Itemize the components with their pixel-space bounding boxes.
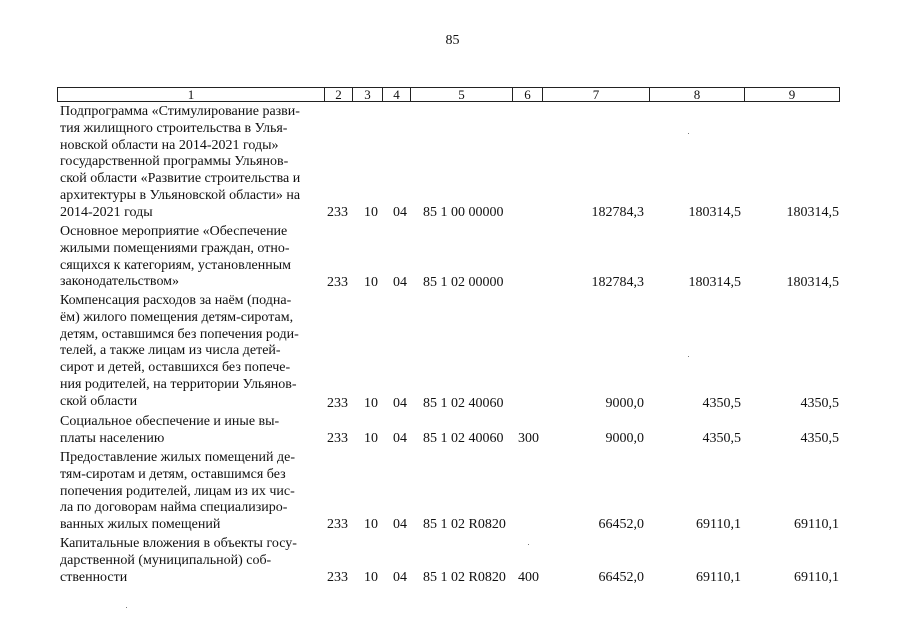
cell-col-3: 10 bbox=[364, 275, 378, 290]
header-col-3: 3 bbox=[353, 88, 383, 102]
cell-col-9: 4350,5 bbox=[800, 396, 839, 411]
cell-col-3: 10 bbox=[364, 570, 378, 585]
cell-col-9: 4350,5 bbox=[800, 431, 839, 446]
cell-col-3: 10 bbox=[364, 396, 378, 411]
cell-col-9: 180314,5 bbox=[786, 275, 839, 290]
cell-col-7: 182784,3 bbox=[591, 205, 644, 220]
header-col-6: 6 bbox=[513, 88, 543, 102]
cell-col-9: 69110,1 bbox=[794, 517, 839, 532]
cell-col-7: 66452,0 bbox=[598, 517, 644, 532]
header-col-9: 9 bbox=[745, 88, 840, 102]
cell-col-5: 85 1 02 R0820 bbox=[423, 517, 506, 532]
scan-speck bbox=[126, 607, 127, 608]
table-row-description: Компенсация расходов за наём (подна- ём) жилого помещения детям-сиротам, детям, оставшимся без попечения роди- телей, а также лицам из числа детей- сирот и детей, оставшихся без попече- ния родителей, на территории Ульянов- ской области bbox=[60, 293, 299, 409]
table-row-description: Основное мероприятие «Обеспечение жилыми помещениями граждан, отно- сящихся к категориям, установленным законодательством» bbox=[60, 224, 292, 290]
cell-col-4: 04 bbox=[393, 570, 407, 585]
cell-col-4: 04 bbox=[393, 275, 407, 290]
scan-speck bbox=[688, 356, 689, 357]
cell-col-7: 9000,0 bbox=[605, 396, 644, 411]
table-row-description: Социальное обеспечение и иные вы- платы населению bbox=[60, 414, 280, 446]
cell-col-2: 233 bbox=[327, 431, 348, 446]
cell-col-8: 4350,5 bbox=[702, 431, 741, 446]
cell-col-8: 69110,1 bbox=[696, 570, 741, 585]
cell-col-9: 180314,5 bbox=[786, 205, 839, 220]
cell-col-4: 04 bbox=[393, 205, 407, 220]
scan-speck bbox=[688, 133, 689, 134]
cell-col-4: 04 bbox=[393, 517, 407, 532]
cell-col-5: 85 1 02 40060 bbox=[423, 431, 504, 446]
cell-col-3: 10 bbox=[364, 517, 378, 532]
table-row-description: Предоставление жилых помещений де- тям-сиротам и детям, оставшимся без попечения родителей, лицам из их чис- ла по договорам найма специализиро- ванных жилых помещений bbox=[60, 450, 295, 533]
cell-col-4: 04 bbox=[393, 396, 407, 411]
cell-col-8: 180314,5 bbox=[688, 205, 741, 220]
cell-col-8: 69110,1 bbox=[696, 517, 741, 532]
cell-col-8: 4350,5 bbox=[702, 396, 741, 411]
cell-col-7: 66452,0 bbox=[598, 570, 644, 585]
table-row-description: Капитальные вложения в объекты госу- дарственной (муниципальной) соб- ственности bbox=[60, 536, 297, 585]
cell-col-2: 233 bbox=[327, 275, 348, 290]
cell-col-3: 10 bbox=[364, 205, 378, 220]
cell-col-5: 85 1 02 00000 bbox=[423, 275, 504, 290]
cell-col-6: 300 bbox=[518, 431, 539, 446]
cell-col-7: 182784,3 bbox=[591, 275, 644, 290]
cell-col-2: 233 bbox=[327, 205, 348, 220]
cell-col-5: 85 1 02 40060 bbox=[423, 396, 504, 411]
cell-col-2: 233 bbox=[327, 570, 348, 585]
cell-col-2: 233 bbox=[327, 517, 348, 532]
cell-col-5: 85 1 00 00000 bbox=[423, 205, 504, 220]
header-col-4: 4 bbox=[383, 88, 411, 102]
scan-speck bbox=[528, 544, 529, 545]
cell-col-8: 180314,5 bbox=[688, 275, 741, 290]
cell-col-4: 04 bbox=[393, 431, 407, 446]
cell-col-7: 9000,0 bbox=[605, 431, 644, 446]
table-row-description: Подпрограмма «Стимулирование разви- тия жилищного строительства в Улья- новской области на 2014-2021 годы» государственной программы Ульянов- ской области «Развитие строительства и архитектуры в Ульяновской области» на 2014-2021 годы bbox=[60, 104, 301, 220]
page-number: 85 bbox=[445, 33, 460, 48]
cell-col-9: 69110,1 bbox=[794, 570, 839, 585]
header-col-1: 1 bbox=[58, 88, 325, 102]
table-header bbox=[57, 87, 839, 102]
header-col-5: 5 bbox=[411, 88, 513, 102]
cell-col-6: 400 bbox=[518, 570, 539, 585]
header-col-8: 8 bbox=[650, 88, 745, 102]
cell-col-5: 85 1 02 R0820 bbox=[423, 570, 506, 585]
header-col-2: 2 bbox=[325, 88, 353, 102]
header-col-7: 7 bbox=[543, 88, 650, 102]
cell-col-3: 10 bbox=[364, 431, 378, 446]
cell-col-2: 233 bbox=[327, 396, 348, 411]
